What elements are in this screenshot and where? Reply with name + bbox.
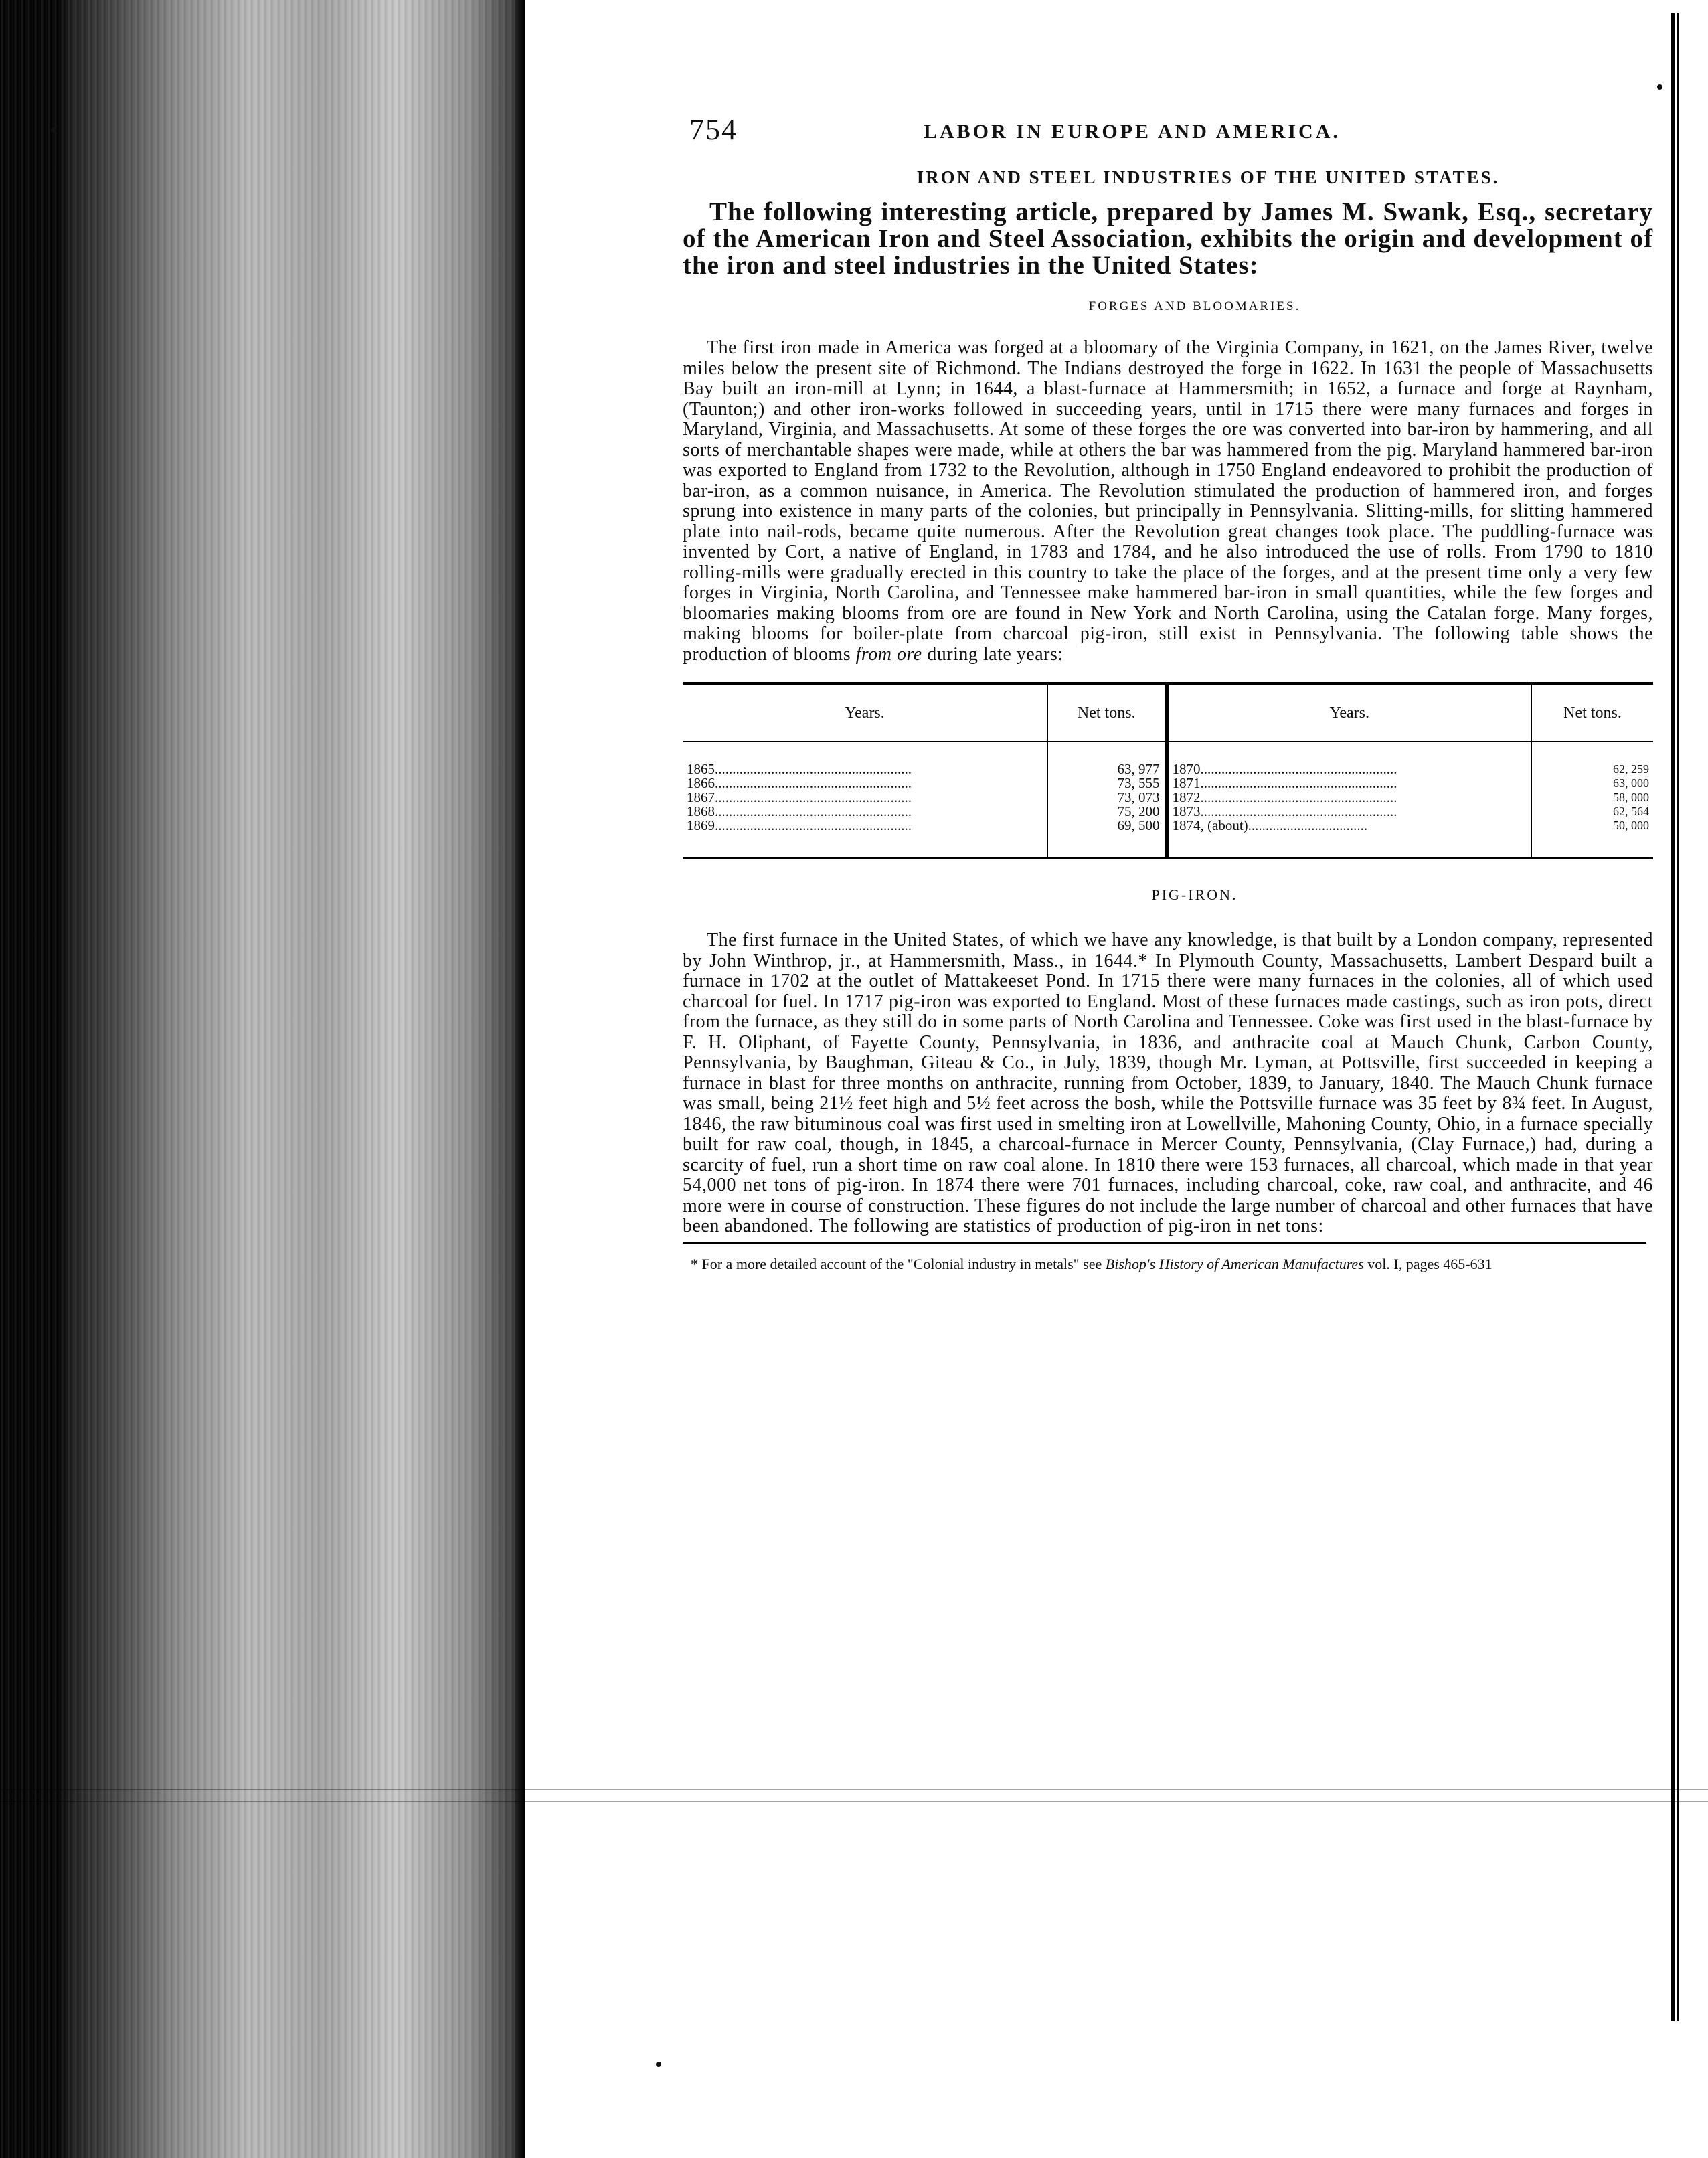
year-cell: 1869........................................................ xyxy=(687,819,912,833)
book-page xyxy=(683,100,1653,1288)
footnote-text-end: vol. I, pages 465-631 xyxy=(1367,1255,1492,1272)
forges-paragraph-italic: from ore xyxy=(855,643,922,665)
page-number: 754 xyxy=(689,113,738,146)
table-row xyxy=(683,776,1653,791)
tons-cell: 62, 564 xyxy=(1531,805,1653,819)
year-cell: 1868........................................................ xyxy=(687,805,912,819)
section-heading-forges: FORGES AND BLOOMARIES. xyxy=(1088,299,1301,313)
intro-paragraph: The following interesting article, prepared by James M. Swank, Esq., secretary of the American Iron and Steel Association, exhibits the origin and development of the iron and steel industries in the United States: xyxy=(683,197,1653,280)
blooms-production-table xyxy=(683,685,1653,857)
scan-artifact-line xyxy=(0,1789,1708,1790)
scan-speck xyxy=(1657,84,1662,90)
year-cell: 1866........................................................ xyxy=(687,776,912,791)
table-row xyxy=(683,805,1653,819)
table-spacer-row xyxy=(683,742,1653,762)
year-cell: 1865........................................................ xyxy=(687,762,912,776)
footnote-text-start: * For a more detailed account of the "Colonial industry in metals" see xyxy=(691,1255,1102,1272)
tons-cell: 63, 000 xyxy=(1531,776,1653,791)
scan-artifact-line xyxy=(0,1801,1708,1802)
forges-paragraph xyxy=(683,338,1653,665)
table-row xyxy=(683,762,1653,776)
tons-cell: 73, 073 xyxy=(1047,791,1167,805)
pig-iron-paragraph: The first furnace in the United States, of which we have any knowledge, is that built by a London company, represented by John Winthrop, jr., at Hammersmith, Mass., in 1644.* In Plymouth County, Massachusetts, Lambert Despard built a furnace in 1702 at the outlet of Mattakeeset Pond. In 1715 there were many furnaces in the colonies, all of which used charcoal for fuel. In 1717 pig-iron was exported to England. Most of these furnaces made castings, such as iron pots, direct from the furnace, as they still do in some parts of North Carolina and Tennessee. Coke was first used in the blast-furnace by F. H. Oliphant, of Fayette County, Pennsylvania, in 1836, and anthracite coal at Mauch Chunk, Carbon County, Pennsylvania, by Baughman, Giteau & Co., in July, 1839, though Mr. Lyman, at Pottsville, first succeeded in keeping a furnace in blast for three months on anthracite, running from October, 1839, to January, 1840. The Mauch Chunk furnace was small, being 21½ feet high and 5½ feet across the bosh, while the Pottsville furnace was 35 feet by 8¾ feet. In August, 1846, the raw bituminous coal was first used in smelting iron at Lowellville, Mahoning County, Ohio, in a furnace specially built for raw coal, though, in 1845, a charcoal-furnace in Mercer County, Pennsylvania, (Clay Furnace,) had, during a scarcity of fuel, run a short time on raw coal alone. In 1810 there were 153 furnaces, all charcoal, which made in that year 54,000 net tons of pig-iron. In 1874 there were 701 furnaces, including charcoal, coke, raw coal, and anthracite, and 46 more were in course of construction. These figures do not include the large number of charcoal and other furnaces that have been abandoned. The following are statistics of production of pig-iron in net tons: xyxy=(683,930,1653,1236)
table-row xyxy=(683,791,1653,805)
forges-paragraph-end: during late years: xyxy=(927,643,1063,665)
forges-paragraph-text: The first iron made in America was forged at a bloomary of the Virginia Company, in 1621, on the James River, twelve miles below the present site of Richmond. The Indians destroyed the forge in 1622. In 1631 the people of Massachusetts Bay built an iron-mill at Lynn; in 1644, a blast-furnace at Hammersmith; in 1652, a furnace and forge at Raynham, (Taunton;) and other iron-works followed in succeeding years, until in 1715 there were many furnaces and forges in Maryland, Virginia, and Massachusetts. At some of these forges the ore was converted into bar-iron by hammering, and all sorts of merchantable shapes were made, while at others the bar was hammered from the pig. Maryland hammered bar-iron was exported to England from 1732 to the Revolution, although in 1750 England endeavored to prohibit the production of bar-iron, as a common nuisance, in America. The Revolution stimulated the production of hammered iron, and forges sprung into existence in many parts of the colonies, but principally in Pennsylvania. Slitting-mills, for slitting hammered plate into nail-rods, became quite numerous. After the Revolution great changes took place. The puddling-furnace was invented by Cort, a native of England, in 1783 and 1784, and he also introduced the use of rolls. From 1790 to 1810 rolling-mills were gradually erected in this country to take the place of the forges, and at the present time only a very few forges in Virginia, North Carolina, and Tennessee make hammered bar-iron in small quantities, while the few forges and bloomaries making blooms from ore are found in New York and North Carolina, using the Catalan forge. Many forges, making blooms for boiler-plate from charcoal pig-iron, still exist in Pennsylvania. The following table shows the production of blooms xyxy=(683,337,1653,665)
article-title: IRON AND STEEL INDUSTRIES OF THE UNITED STATES. xyxy=(916,167,1500,187)
next-page-edge-line xyxy=(1677,13,1679,2021)
year-cell: 1871........................................................ xyxy=(1167,776,1531,791)
next-page-edge xyxy=(1671,13,1675,2021)
header-tons-left: Net tons. xyxy=(1047,685,1167,742)
year-cell: 1874, (about).................................. xyxy=(1167,819,1531,857)
table-bottom-rule xyxy=(683,857,1653,859)
footnote xyxy=(683,1256,1653,1273)
footnote-book-title: Bishop's History of American Manufactures xyxy=(1105,1255,1364,1272)
header-years-left: Years. xyxy=(683,685,1047,742)
tons-cell: 62, 259 xyxy=(1531,762,1653,776)
tons-cell: 63, 977 xyxy=(1047,762,1167,776)
running-head xyxy=(683,100,1653,147)
year-cell: 1873........................................................ xyxy=(1167,805,1531,819)
spine-shadow xyxy=(515,0,525,2158)
table-row xyxy=(683,819,1653,857)
section-heading-pig-iron: PIG-IRON. xyxy=(1151,886,1238,903)
tons-cell: 50, 000 xyxy=(1531,819,1653,857)
scan-speck xyxy=(656,2062,661,2067)
tons-cell: 69, 500 xyxy=(1047,819,1167,857)
footnote-rule xyxy=(683,1242,1646,1244)
running-title: LABOR IN EUROPE AND AMERICA. xyxy=(924,120,1341,143)
header-years-right: Years. xyxy=(1167,685,1531,742)
book-spine-edge xyxy=(0,0,522,2158)
scan-speck xyxy=(51,127,56,133)
tons-cell: 58, 000 xyxy=(1531,791,1653,805)
tons-cell: 73, 555 xyxy=(1047,776,1167,791)
header-tons-right: Net tons. xyxy=(1531,685,1653,742)
year-cell: 1870........................................................ xyxy=(1167,762,1531,776)
year-cell: 1867........................................................ xyxy=(687,791,912,805)
tons-cell: 75, 200 xyxy=(1047,805,1167,819)
table-header-row xyxy=(683,685,1653,742)
year-cell: 1872........................................................ xyxy=(1167,791,1531,805)
